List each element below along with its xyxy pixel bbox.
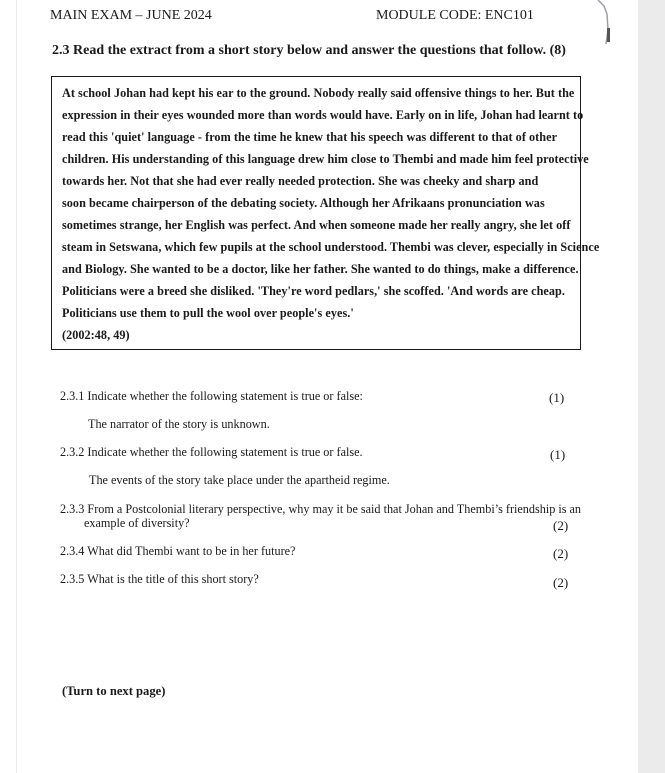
extract-line: towards her. Not that she had ever really needed protection. She was cheeky and sharp and — [62, 174, 539, 188]
extract-line: and Biology. She wanted to be a doctor, like her father. She wanted to do things, make a difference. — [62, 262, 579, 276]
question-2-3-3-cont: example of diversity? — [84, 516, 190, 530]
extract-line: Politicians use them to pull the wool over people's eyes.' — [62, 306, 354, 320]
module-code: MODULE CODE: ENC101 — [376, 8, 534, 23]
mark-2-3-5: (2) — [553, 575, 569, 590]
extract-line: sometimes strange, her English was perfect. And when someone made her really angry, she let off — [62, 218, 571, 232]
extract-line: Politicians were a breed she disliked. 'They're word pedlars,' she scoffed. 'And words are cheap. — [62, 284, 565, 298]
scan-margin — [638, 0, 665, 773]
mark-2-3-2: (1) — [550, 447, 566, 462]
question-2-3-5: 2.3.5 What is the title of this short story? — [60, 572, 259, 586]
question-2-3-2: 2.3.2 Indicate whether the following statement is true or false. — [60, 445, 363, 459]
extract-line: At school Johan had kept his ear to the ground. Nobody really said offensive things to her. But the — [62, 86, 575, 100]
section-title: 2.3 Read the extract from a short story below and answer the questions that follow. (8) — [52, 43, 566, 58]
turn-page-note: (Turn to next page) — [62, 684, 166, 698]
question-2-3-3: 2.3.3 From a Postcolonial literary perspective, why may it be said that Johan and Thembi’s friendship is an — [60, 502, 582, 516]
mark-2-3-3: (2) — [553, 518, 569, 533]
mark-2-3-1: (1) — [549, 390, 565, 405]
extract-citation: (2002:48, 49) — [62, 328, 130, 342]
extract-line: expression in their eyes wounded more than words would have. Early on in life, Johan had learnt to — [62, 108, 584, 122]
mark-2-3-4: (2) — [553, 546, 569, 561]
exam-session: MAIN EXAM – JUNE 2024 — [50, 8, 212, 23]
statement-2-3-2: The events of the story take place under the apartheid regime. — [89, 473, 390, 487]
question-2-3-4: 2.3.4 What did Thembi want to be in her future? — [60, 544, 296, 558]
extract-line: soon became chairperson of the debating society. Although her Afrikaans pronunciation was — [62, 196, 545, 210]
question-2-3-1: 2.3.1 Indicate whether the following statement is true or false: — [60, 389, 363, 403]
scan-edge-line — [16, 0, 17, 773]
extract-line: children. His understanding of this language drew him close to Thembi and made him feel protective — [62, 152, 589, 166]
corner-mark-icon — [596, 0, 610, 60]
extract-line: steam in Setswana, which few pupils at the school understood. Thembi was clever, especially in Science — [62, 240, 600, 254]
extract-line: read this 'quiet' language - from the time he knew that his speech was different to that of other — [62, 130, 558, 144]
statement-2-3-1: The narrator of the story is unknown. — [88, 417, 270, 431]
